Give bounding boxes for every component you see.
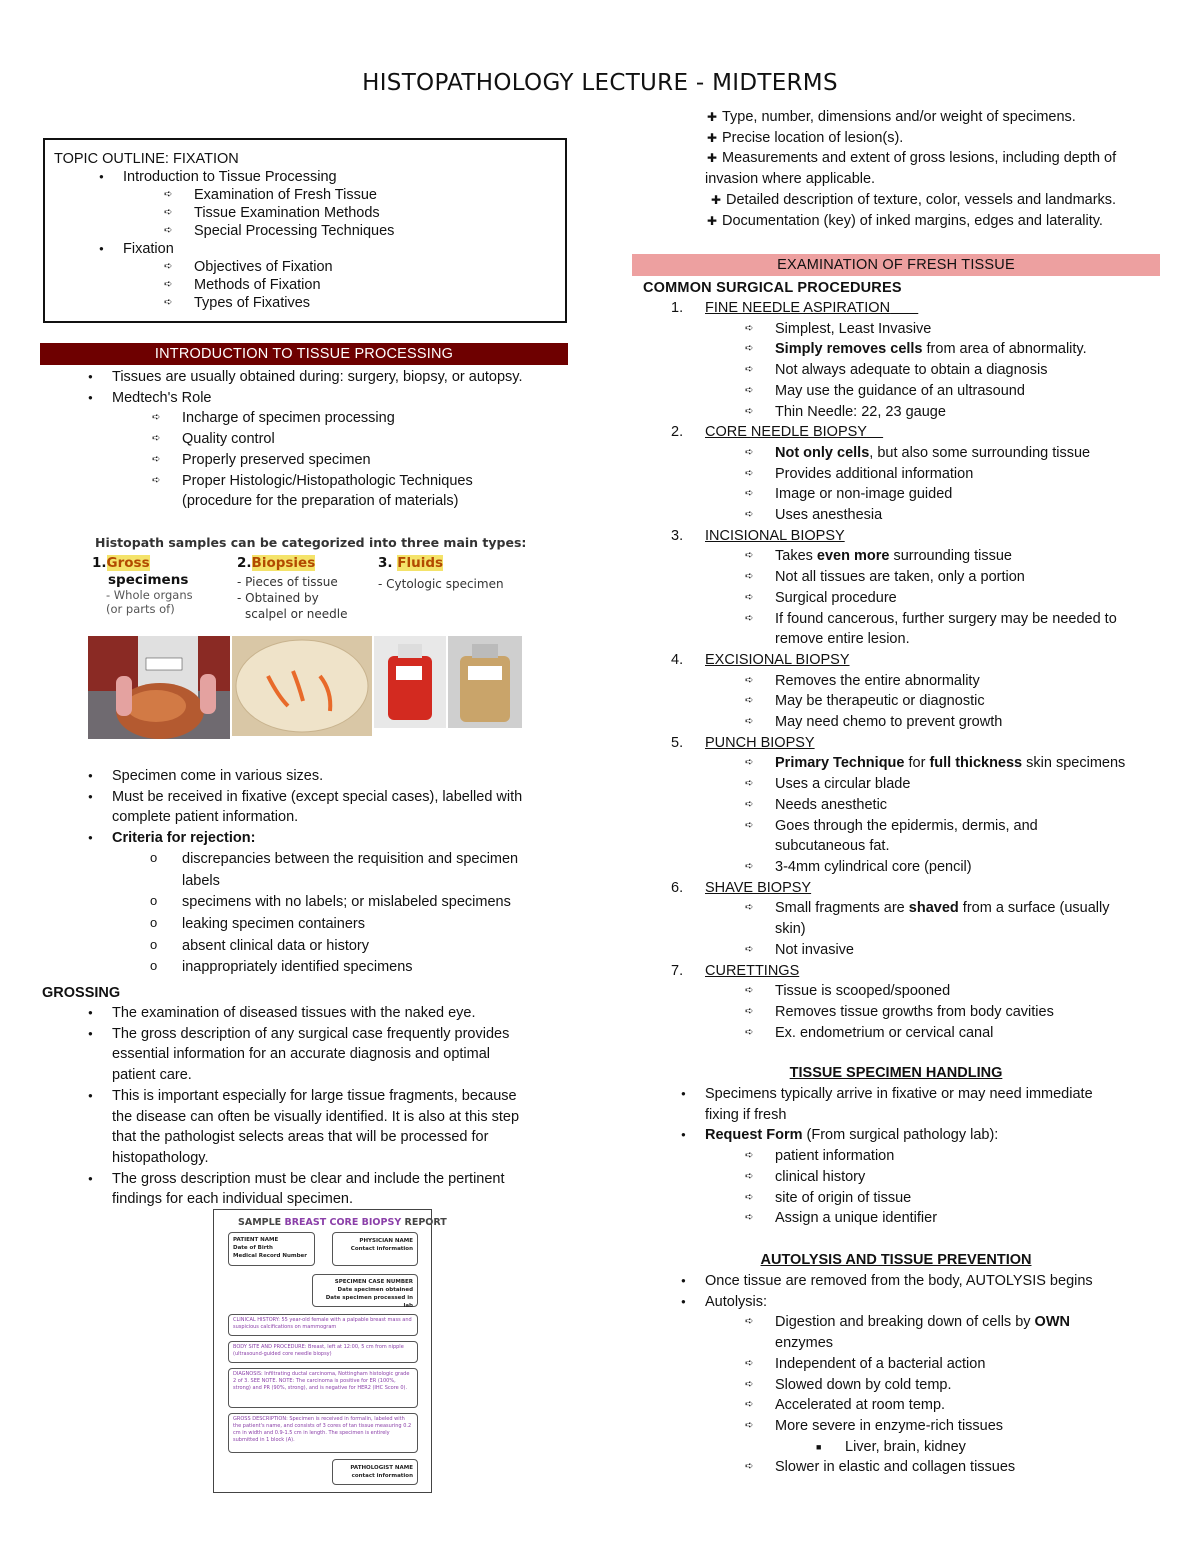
procedure-detail-continued: skin) bbox=[775, 921, 806, 938]
list-item: ● This is important especially for large tissue fragments, because bbox=[112, 1086, 572, 1107]
procedure-detail: ➪ Provides additional information bbox=[775, 464, 1165, 485]
procedure-detail: ➪ Simplest, Least Invasive bbox=[775, 319, 1165, 340]
handling-heading: TISSUE SPECIMEN HANDLING bbox=[789, 1065, 1003, 1081]
criteria-item: o specimens with no labels; or mislabeled specimens bbox=[182, 892, 572, 913]
list-item: ➪ patient information bbox=[775, 1146, 1165, 1167]
list-item: ✚ Precise location of lesion(s). bbox=[722, 128, 1162, 149]
report-field: SPECIMEN CASE NUMBER bbox=[334, 1279, 413, 1285]
procedure-title: 6. SHAVE BIOPSY bbox=[671, 879, 812, 896]
report-diagnosis-box: DIAGNOSIS: Infiltrating ductal carcinoma, Nottingham histologic grade 2 of 3. SEE NOTE. NOTE: The carcinoma is positive for ER (100%, strong) and PR (90%, strong), and is negative for HER2 (IHC Score 0). bbox=[228, 1368, 418, 1408]
outline-subitem: ➪ Objectives of Fixation bbox=[194, 258, 394, 276]
procedure-detail: ➪ May need chemo to prevent growth bbox=[775, 712, 1165, 733]
list-item: ● Medtech's Role bbox=[112, 388, 572, 409]
procedure-title: 7. CURETTINGS bbox=[671, 962, 800, 979]
report-field: Date specimen processed in lab bbox=[325, 1295, 413, 1309]
fluid-jars-photo bbox=[374, 636, 522, 728]
procedure-detail: ➪ Tissue is scooped/spooned bbox=[775, 981, 1165, 1002]
procedure-detail: ➪ Removes the entire abnormality bbox=[775, 671, 1165, 692]
handling-list bbox=[705, 1084, 1165, 1229]
criteria-item: o inappropriately identified specimens bbox=[182, 957, 572, 978]
report-physician-box bbox=[332, 1232, 418, 1266]
biopsy-dish-photo bbox=[232, 636, 372, 736]
procedure-detail: ➪ Image or non-image guided bbox=[775, 484, 1165, 505]
list-item-continued: (procedure for the preparation of materials) bbox=[182, 493, 459, 510]
type-title: Gross bbox=[106, 555, 150, 571]
list-item: ➪ Slower in elastic and collagen tissues bbox=[775, 1457, 1165, 1478]
figure-heading: Histopath samples can be categorized into three main types: bbox=[95, 535, 527, 550]
procedure-title: 4. EXCISIONAL BIOPSY bbox=[671, 651, 850, 668]
report-field: Date specimen obtained bbox=[337, 1287, 413, 1293]
procedure-title: 1. FINE NEEDLE ASPIRATION bbox=[671, 300, 891, 316]
list-item-continued: invasion where applicable. bbox=[705, 171, 876, 188]
report-field: PHYSICIAN NAME bbox=[359, 1238, 413, 1244]
list-item: ● Autolysis: bbox=[705, 1292, 1165, 1313]
procedure-detail: ➪ Not always adequate to obtain a diagnosis bbox=[775, 360, 1165, 381]
procedures-heading: COMMON SURGICAL PROCEDURES bbox=[643, 280, 902, 296]
type-number: 3. bbox=[378, 555, 393, 571]
list-item: ➪ Quality control bbox=[182, 429, 572, 450]
procedure-detail: ➪ Not only cells, but also some surrounding tissue bbox=[775, 443, 1165, 464]
procedure-detail: ➪ Not all tissues are taken, only a portion bbox=[775, 567, 1165, 588]
list-item-continued: patient care. bbox=[112, 1067, 192, 1084]
intro-list bbox=[112, 367, 572, 512]
procedure-title: 5. PUNCH BIOPSY bbox=[671, 734, 815, 751]
outline-heading: TOPIC OUTLINE: FIXATION bbox=[54, 151, 239, 167]
procedure-detail: ➪ Not invasive bbox=[775, 940, 1165, 961]
type-desc: (or parts of) bbox=[106, 602, 175, 616]
list-item: ➪ Digestion and breaking down of cells by OWN bbox=[775, 1312, 1165, 1333]
procedure-detail: ➪ 3-4mm cylindrical core (pencil) bbox=[775, 857, 1165, 878]
list-item: ● Once tissue are removed from the body, AUTOLYSIS begins bbox=[705, 1271, 1165, 1292]
report-field: PATHOLOGIST NAME bbox=[350, 1465, 413, 1471]
type-desc: - Pieces of tissue bbox=[237, 575, 338, 589]
outline-subitem: ➪ Types of Fixatives bbox=[194, 294, 394, 312]
criteria-item: o absent clinical data or history bbox=[182, 936, 572, 957]
procedure-detail: ➪ Needs anesthetic bbox=[775, 795, 1165, 816]
report-title: SAMPLE bbox=[238, 1217, 285, 1228]
type-title: Biopsies bbox=[251, 555, 316, 571]
list-item: ✚ Measurements and extent of gross lesions, including depth of bbox=[722, 148, 1162, 169]
report-title: REPORT bbox=[401, 1217, 447, 1228]
list-item: ➪ More severe in enzyme-rich tissues bbox=[775, 1416, 1165, 1437]
list-item: ✚ Type, number, dimensions and/or weight of specimens. bbox=[722, 107, 1162, 128]
list-item: ➪ site of origin of tissue bbox=[775, 1188, 1165, 1209]
report-case-box bbox=[312, 1274, 418, 1307]
list-item: ● The examination of diseased tissues with the naked eye. bbox=[112, 1003, 572, 1024]
procedure-detail: ➪ May use the guidance of an ultrasound bbox=[775, 381, 1165, 402]
procedure-detail: ➪ Goes through the epidermis, dermis, and bbox=[775, 816, 1165, 837]
list-item-continued: fixing if fresh bbox=[705, 1106, 787, 1123]
page-title: HISTOPATHOLOGY LECTURE - MIDTERMS bbox=[362, 70, 838, 96]
report-field: PATIENT NAME bbox=[233, 1237, 279, 1243]
list-item-bold: ● Criteria for rejection: bbox=[112, 828, 572, 849]
procedure-detail-continued: remove entire lesion. bbox=[775, 631, 910, 648]
autolysis-list bbox=[705, 1271, 1165, 1478]
list-subitem: ■ Liver, brain, kidney bbox=[816, 1438, 966, 1455]
list-item-continued: findings for each individual specimen. bbox=[112, 1191, 353, 1208]
procedure-detail: ➪ Uses anesthesia bbox=[775, 505, 1165, 526]
list-item: ➪ clinical history bbox=[775, 1167, 1165, 1188]
report-title-highlight: BREAST CORE BIOPSY bbox=[284, 1217, 402, 1228]
section-bar-fresh-tissue: EXAMINATION OF FRESH TISSUE bbox=[632, 254, 1160, 276]
type-title: specimens bbox=[108, 572, 189, 588]
report-pathologist-box bbox=[332, 1459, 418, 1485]
sample-types-figure bbox=[88, 533, 527, 739]
list-item-continued: essential information for an accurate diagnosis and optimal bbox=[112, 1046, 491, 1063]
list-item: ✚ Documentation (key) of inked margins, edges and laterality. bbox=[722, 211, 1162, 232]
procedure-detail: ➪ Ex. endometrium or cervical canal bbox=[775, 1023, 1165, 1044]
procedure-detail: ➪ Simply removes cells from area of abnormality. bbox=[775, 339, 1165, 360]
procedure-detail: ➪ May be therapeutic or diagnostic bbox=[775, 691, 1165, 712]
outline-item: ● Introduction to Tissue Processing bbox=[123, 168, 394, 186]
report-patient-box bbox=[228, 1232, 315, 1266]
procedure-detail: ➪ Surgical procedure bbox=[775, 588, 1165, 609]
list-item: ➪ Independent of a bacterial action bbox=[775, 1354, 1165, 1375]
report-field: contact information bbox=[351, 1473, 413, 1479]
type-desc: - Cytologic specimen bbox=[378, 577, 504, 591]
list-item: ● Tissues are usually obtained during: surgery, biopsy, or autopsy. bbox=[112, 367, 572, 388]
autolysis-heading: AUTOLYSIS AND TISSUE PREVENTION bbox=[760, 1252, 1032, 1268]
list-item: ✚ Detailed description of texture, color, vessels and landmarks. bbox=[726, 190, 1162, 211]
procedure-detail: ➪ Thin Needle: 22, 23 gauge bbox=[775, 402, 1165, 423]
list-item: ➪ Incharge of specimen processing bbox=[182, 408, 572, 429]
list-item-continued: that the pathologist selects areas that will be processed for bbox=[112, 1129, 489, 1146]
report-field: Medical Record Number bbox=[233, 1253, 307, 1259]
type-desc: - Whole organs bbox=[106, 588, 193, 602]
criteria-item: o leaking specimen containers bbox=[182, 914, 572, 935]
gross-criteria-list bbox=[705, 107, 1162, 231]
outline-subitem: ➪ Special Processing Techniques bbox=[194, 222, 394, 240]
procedure-detail: ➪ Takes even more surrounding tissue bbox=[775, 546, 1165, 567]
gross-specimen-photo bbox=[88, 636, 230, 739]
sample-photos bbox=[88, 636, 524, 739]
type-desc: scalpel or needle bbox=[245, 607, 348, 621]
report-body-box: BODY SITE AND PROCEDURE: Breast, left at 12:00, 5 cm from nipple (ultrasound-guided core needle biopsy) bbox=[228, 1341, 418, 1363]
grossing-list bbox=[112, 1003, 572, 1210]
list-item: ● Specimen come in various sizes. bbox=[112, 766, 572, 787]
procedure-title: 3. INCISIONAL BIOPSY bbox=[671, 527, 845, 544]
procedure-detail: ➪ If found cancerous, further surgery may be needed to bbox=[775, 609, 1165, 630]
report-field: Date of Birth bbox=[233, 1245, 273, 1251]
procedures-list bbox=[671, 298, 1165, 1043]
list-item: ➪ Proper Histologic/Histopathologic Techniques bbox=[182, 471, 572, 492]
section-bar-intro: INTRODUCTION TO TISSUE PROCESSING bbox=[40, 343, 568, 365]
list-item: ● Request Form (From surgical pathology lab): bbox=[705, 1125, 1165, 1146]
list-item: ➪ Accelerated at room temp. bbox=[775, 1395, 1165, 1416]
type-title: Fluids bbox=[397, 555, 444, 571]
type-desc: - Obtained by bbox=[237, 591, 319, 605]
list-item-continued: enzymes bbox=[775, 1335, 834, 1352]
criteria-item-continued: labels bbox=[182, 872, 220, 889]
criteria-item: o discrepancies between the requisition and specimen bbox=[182, 849, 572, 870]
list-item: ● Specimens typically arrive in fixative or may need immediate bbox=[705, 1084, 1165, 1105]
list-item: ● Must be received in fixative (except special cases), labelled with bbox=[112, 787, 572, 808]
procedure-detail: ➪ Small fragments are shaved from a surface (usually bbox=[775, 898, 1165, 919]
procedure-detail: ➪ Uses a circular blade bbox=[775, 774, 1165, 795]
list-item-continued: histopathology. bbox=[112, 1149, 209, 1166]
sample-report-figure bbox=[213, 1209, 447, 1493]
list-item: ➪ Slowed down by cold temp. bbox=[775, 1375, 1165, 1396]
list-item: ➪ Assign a unique identifier bbox=[775, 1208, 1165, 1229]
outline-item: ● Fixation bbox=[123, 240, 394, 258]
outline-subitem: ➪ Methods of Fixation bbox=[194, 276, 394, 294]
list-item: ➪ Properly preserved specimen bbox=[182, 450, 572, 471]
report-clinical-box: CLINICAL HISTORY: 55 year-old female with a palpable breast mass and suspicious calcifications on mammogram bbox=[228, 1314, 418, 1336]
outline-subitem: ➪ Tissue Examination Methods bbox=[194, 204, 394, 222]
specimen-list bbox=[112, 766, 572, 978]
type-number: 2. bbox=[237, 555, 252, 571]
topic-outline-box bbox=[43, 138, 567, 323]
procedure-detail-continued: subcutaneous fat. bbox=[775, 838, 890, 855]
outline-subitem: ➪ Examination of Fresh Tissue bbox=[194, 186, 394, 204]
list-item-continued: complete patient information. bbox=[112, 809, 299, 826]
procedure-title: 2. CORE NEEDLE BIOPSY bbox=[671, 424, 867, 441]
procedure-detail: ➪ Removes tissue growths from body cavities bbox=[775, 1002, 1165, 1023]
report-field: Contact information bbox=[350, 1246, 413, 1252]
list-item: ● The gross description must be clear and include the pertinent bbox=[112, 1169, 572, 1190]
report-gross-box: GROSS DESCRIPTION: Specimen is received in formalin, labeled with the patient's name, and consists of 3 cores of tan tissue measuring 0.2 cm in width and 0.9-1.5 cm in length. The specimen is entirely submitted in 1 block (A). bbox=[228, 1413, 418, 1453]
type-number: 1. bbox=[92, 555, 107, 571]
grossing-heading: GROSSING bbox=[42, 985, 121, 1001]
procedure-detail: ➪ Primary Technique for full thickness skin specimens bbox=[775, 753, 1165, 774]
list-item: ● The gross description of any surgical case frequently provides bbox=[112, 1024, 572, 1045]
list-item-continued: the disease can often be visually identified. It is also at this step bbox=[112, 1108, 520, 1125]
